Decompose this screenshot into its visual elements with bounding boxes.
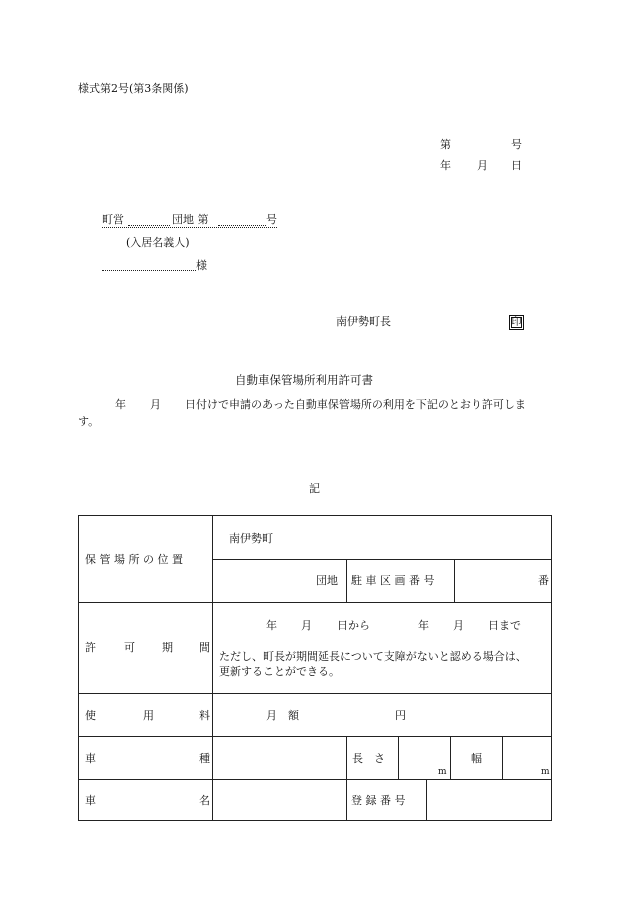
body-line2: す。 bbox=[78, 415, 100, 428]
period-from-month: 月 bbox=[301, 619, 312, 632]
body-line1: 日付けで申請のあった自動車保管場所の利用を下記のとおり許可しま bbox=[185, 398, 526, 411]
width-unit: m bbox=[541, 767, 550, 777]
fee-yen: 円 bbox=[395, 709, 406, 722]
vehicle-name-label-1: 車 bbox=[85, 794, 96, 807]
period-label-2: 可 bbox=[124, 641, 135, 654]
hline-row2 bbox=[79, 693, 552, 694]
vline-section bbox=[454, 559, 455, 602]
addressee-go: 号 bbox=[266, 213, 277, 226]
date-year: 年 bbox=[440, 159, 451, 172]
body-month: 月 bbox=[150, 398, 161, 411]
location-danchi: 団地 bbox=[316, 574, 338, 587]
length-label: 長 さ bbox=[352, 752, 385, 765]
period-label-4: 間 bbox=[199, 641, 210, 654]
issuer-title: 南伊勢町長 bbox=[336, 315, 391, 328]
period-label-1: 許 bbox=[85, 641, 96, 654]
body-year: 年 bbox=[115, 398, 126, 411]
registration-number-label: 登 録 番 号 bbox=[351, 794, 406, 807]
doc-number-go: 号 bbox=[511, 138, 522, 151]
width-label: 幅 bbox=[471, 752, 482, 765]
period-from-day: 日から bbox=[337, 619, 370, 632]
form-number: 様式第2号(第3条関係) bbox=[78, 82, 189, 95]
permit-table bbox=[78, 515, 552, 821]
fee-label-1: 使 bbox=[85, 709, 96, 722]
hline-row1 bbox=[79, 602, 552, 603]
addressee-town-housing: 町営 bbox=[102, 213, 124, 226]
addressee-danchi-blank bbox=[128, 225, 170, 226]
addressee-underline bbox=[102, 227, 277, 228]
vehicle-type-label-2: 種 bbox=[199, 752, 210, 765]
doc-number-dai: 第 bbox=[440, 138, 451, 151]
fee-label-2: 用 bbox=[143, 709, 154, 722]
date-day: 日 bbox=[511, 159, 522, 172]
fee-monthly: 月 額 bbox=[266, 709, 299, 722]
addressee-danchi-dai: 団地 第 bbox=[172, 213, 209, 226]
vline-width-label bbox=[502, 736, 503, 779]
location-label: 保 管 場 所 の 位 置 bbox=[85, 553, 183, 566]
vline-label-col bbox=[212, 516, 213, 821]
vline-reg-label bbox=[426, 779, 427, 821]
period-to-day: 日まで bbox=[488, 619, 521, 632]
vline-length-label bbox=[398, 736, 399, 779]
vehicle-name-label-2: 名 bbox=[199, 794, 210, 807]
document-title: 自動車保管場所利用許可書 bbox=[235, 373, 373, 387]
period-to-month: 月 bbox=[453, 619, 464, 632]
tenant-sama: 様 bbox=[196, 259, 207, 272]
vehicle-type-label-1: 車 bbox=[85, 752, 96, 765]
addressee-room-blank bbox=[218, 225, 266, 226]
period-to-year: 年 bbox=[418, 619, 429, 632]
vline-danchi bbox=[346, 559, 347, 602]
tenant-name-blank bbox=[102, 270, 196, 271]
section-ban: 番 bbox=[538, 574, 549, 587]
section-number-label: 駐 車 区 画 番 号 bbox=[351, 574, 435, 587]
period-note-line2: 更新することができる。 bbox=[219, 665, 340, 678]
location-town: 南伊勢町 bbox=[229, 532, 273, 545]
tenant-label: (入居名義人) bbox=[126, 236, 190, 249]
vline-length-value bbox=[450, 736, 451, 779]
length-unit: m bbox=[438, 767, 447, 777]
hline-row4 bbox=[79, 779, 552, 780]
vline-vehicle bbox=[346, 736, 347, 821]
period-from-year: 年 bbox=[266, 619, 277, 632]
period-label-3: 期 bbox=[162, 641, 173, 654]
period-note-line1: ただし、町長が期間延長について支障がないと認める場合は、 bbox=[219, 650, 527, 663]
ki-heading: 記 bbox=[309, 482, 320, 495]
hline-row3 bbox=[79, 736, 552, 737]
date-month: 月 bbox=[477, 159, 488, 172]
fee-label-3: 料 bbox=[199, 709, 210, 722]
hline-location-split bbox=[212, 559, 552, 560]
seal-stamp: 印 bbox=[509, 315, 524, 330]
